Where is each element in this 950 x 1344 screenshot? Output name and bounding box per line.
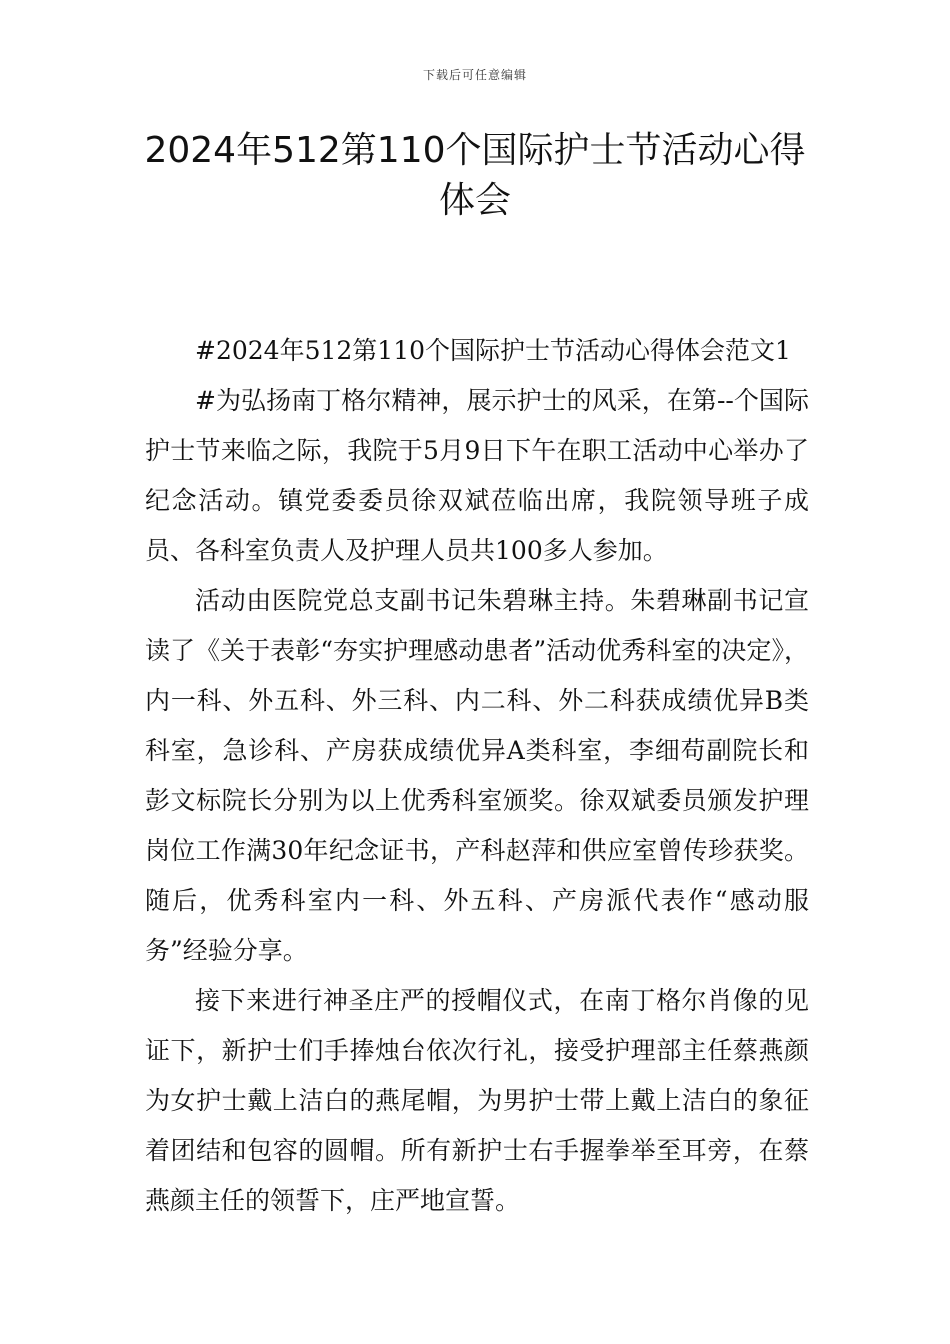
section-heading: #2024年512第110个国际护士节活动心得体会范文1: [195, 336, 791, 365]
paragraph: 活动由医院党总支副书记朱碧琳主持。朱碧琳副书记宣读了《关于表彰“夯实护理感动患者”活动优秀科室的决定》，内一科、外五科、外三科、内二科、外二科获成绩优异B类科室，急诊科、产房获成绩优异A类科室，李细苟副院长和彭文标院长分别为以上优秀科室颁奖。徐双斌委员颁发护理岗位工作满30年纪念证书，产科赵萍和供应室曾传珍获奖。随后，优秀科室内一科、外五科、产房派代表作“感动服务”经验分享。: [145, 586, 809, 965]
paragraph: #为弘扬南丁格尔精神，展示护士的风采，在第--个国际护士节来临之际，我院于5月9日下午在职工活动中心举办了纪念活动。镇党委委员徐双斌莅临出席，我院领导班子成员、各科室负责人及护理人员共100多人参加。: [145, 386, 809, 565]
header-note: 下载后可任意编辑: [422, 68, 527, 82]
document-title: 2024年512第110个国际护士节活动心得体会: [144, 130, 806, 221]
document-body: [145, 326, 809, 1226]
paragraph: 接下来进行神圣庄严的授帽仪式，在南丁格尔肖像的见证下，新护士们手捧烛台依次行礼，接受护理部主任蔡燕颜为女护士戴上洁白的燕尾帽，为男护士带上戴上洁白的象征着团结和包容的圆帽。所有新护士右手握拳举至耳旁，在蔡燕颜主任的领誓下，庄严地宣誓。: [145, 986, 809, 1215]
